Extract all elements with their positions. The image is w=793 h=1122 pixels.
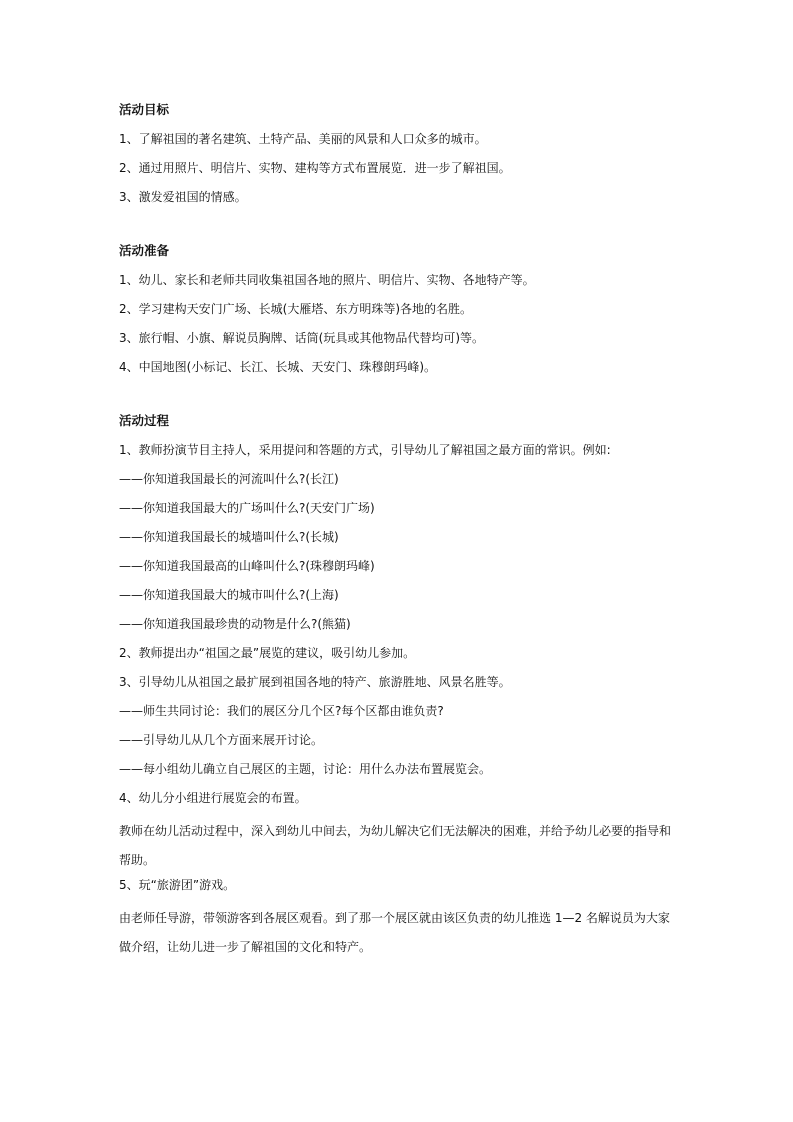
paragraph-wrapped: 教师在幼儿活动过程中，深入到幼儿中间去，为幼儿解决它们无法解决的困难，并给予幼儿必要的指导和帮助。 <box>119 824 672 867</box>
paragraph-line: 1、幼儿、家长和老师共同收集祖国各地的照片、明信片、实物、各地特产等。 <box>119 273 535 287</box>
paragraph-line: 3、激发爱祖国的情感。 <box>119 190 247 204</box>
paragraph-line: 2、通过用照片、明信片、实物、建构等方式布置展览．进一步了解祖国。 <box>119 161 511 175</box>
paragraph-line: 1、教师扮演节目主持人，采用提问和答题的方式，引导幼儿了解祖国之最方面的常识。例如: <box>119 443 611 457</box>
paragraph-line: 4、幼儿分小组进行展览会的布置。 <box>119 791 307 805</box>
paragraph-line: ——你知道我国最大的广场叫什么?(天安门广场) <box>119 501 375 515</box>
section-goals <box>119 100 679 216</box>
paragraph-line: 1、了解祖国的著名建筑、土特产品、美丽的风景和人口众多的城市。 <box>119 132 487 146</box>
section-preparation <box>119 241 679 386</box>
paragraph-line: ——你知道我国最大的城市叫什么?(上海) <box>119 588 339 602</box>
paragraph-line: ——你知道我国最长的河流叫什么?(长江) <box>119 472 339 486</box>
paragraph-line: 3、引导幼儿从祖国之最扩展到祖国各地的特产、旅游胜地、风景名胜等。 <box>119 675 511 689</box>
paragraph-line: 2、教师提出办“祖国之最”展览的建议，吸引幼儿参加。 <box>119 646 416 660</box>
paragraph-line: ——师生共同讨论：我们的展区分几个区?每个区都由谁负责? <box>119 704 444 718</box>
paragraph-line: ——你知道我国最高的山峰叫什么?(珠穆朗玛峰) <box>119 559 375 573</box>
paragraph-line: ——引导幼儿从几个方面来展开讨论。 <box>119 733 324 747</box>
section-heading: 活动目标 <box>119 102 170 117</box>
paragraph-line: 5、玩“旅游团”游戏。 <box>119 878 236 892</box>
paragraph-line: 3、旅行帽、小旗、解说员胸牌、话筒(玩具或其他物品代替均可)等。 <box>119 331 485 345</box>
section-heading: 活动过程 <box>119 413 170 428</box>
section-process <box>119 411 679 962</box>
section-heading: 活动准备 <box>119 243 170 258</box>
paragraph-line: 2、学习建构天安门广场、长城(大雁塔、东方明珠等)各地的名胜。 <box>119 302 473 316</box>
paragraph-line: 4、中国地图(小标记、长江、长城、天安门、珠穆朗玛峰)。 <box>119 360 437 374</box>
paragraph-line: ——你知道我国最长的城墙叫什么?(长城) <box>119 530 339 544</box>
paragraph-line: ——每小组幼儿确立自己展区的主题，讨论：用什么办法布置展览会。 <box>119 762 492 776</box>
paragraph-wrapped: 由老师任导游，带领游客到各展区观看。到了那一个展区就由该区负责的幼儿推选 1—2 名解说员为大家做介绍，让幼儿进一步了解祖国的文化和特产。 <box>119 911 670 954</box>
paragraph-line: ——你知道我国最珍贵的动物是什么?(熊猫) <box>119 617 351 631</box>
document-page <box>119 100 679 962</box>
